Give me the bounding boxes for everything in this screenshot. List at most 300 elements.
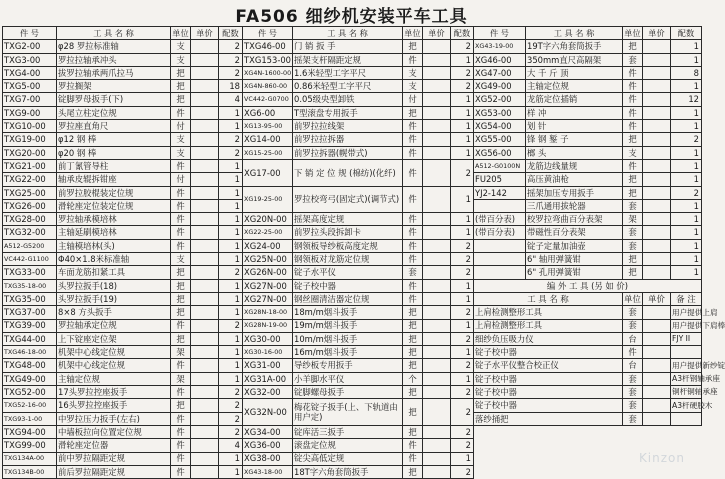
table-row <box>243 332 474 345</box>
item-price <box>423 186 451 213</box>
header-qty: 配数 <box>451 27 474 40</box>
item-name: T型滚盘专用扳手 <box>293 106 403 119</box>
item-qty: 1 <box>671 199 702 212</box>
item-qty: 1 <box>451 120 474 133</box>
item-name: 中墙板拉向位置定位规 <box>57 425 171 438</box>
extra-header-note: 备 注 <box>671 292 702 305</box>
item-code: XG55-00 <box>474 133 526 146</box>
extra-tools-title-row <box>474 279 702 292</box>
extra-item-name: 锭子校中器 <box>474 386 623 399</box>
item-qty: 2 <box>451 253 474 266</box>
item-name: 小羊脚水平仪 <box>293 372 403 385</box>
table-row <box>243 372 474 385</box>
item-name: 罗拉轴承定位规 <box>57 319 171 332</box>
item-name: 10m/m烟斗扳手 <box>293 332 403 345</box>
item-unit: 件 <box>403 133 423 146</box>
item-unit: 件 <box>623 80 643 93</box>
item-unit: 把 <box>403 332 423 345</box>
item-name: 锭脚螺母扳手 <box>293 386 403 399</box>
item-unit: 套 <box>623 239 643 252</box>
item-code: XG4N-860-00 <box>243 80 293 93</box>
item-price <box>423 213 451 226</box>
item-unit: 把 <box>403 399 423 426</box>
item-name: 头罗拉扳手(19) <box>57 292 171 305</box>
item-code: TXG37-00 <box>3 306 57 319</box>
extra-item-unit: 套 <box>623 399 643 412</box>
item-price <box>643 66 671 79</box>
item-unit: 件 <box>403 213 423 226</box>
extra-item-price <box>643 319 671 332</box>
item-price <box>423 120 451 133</box>
table-row <box>3 319 243 332</box>
table-row <box>3 253 243 266</box>
item-unit: 件 <box>171 199 191 212</box>
header-price: 单价 <box>423 27 451 40</box>
table-row <box>474 199 702 212</box>
item-name: 罗拉校弯弓(固定式)(调节式) <box>293 186 403 213</box>
item-name: φ28 罗拉标准轴 <box>57 40 171 53</box>
extra-item-note: 铜杆铜轴承座 <box>671 386 702 399</box>
item-price <box>191 319 219 332</box>
extra-header-unit: 单位 <box>624 293 641 304</box>
item-code: A512-G0100N <box>474 159 526 172</box>
item-qty: 1 <box>451 106 474 119</box>
extra-item-unit: 套 <box>623 306 643 319</box>
item-name: 大 千 斤 顶 <box>526 66 623 79</box>
item-code: XG28N-19-00 <box>243 319 293 332</box>
item-qty: 2 <box>219 40 243 53</box>
table-row <box>3 173 243 186</box>
item-name: 19m/m烟斗扳手 <box>293 319 403 332</box>
item-name: 前中罗拉隔距定规 <box>57 452 171 465</box>
item-unit: 件 <box>171 319 191 332</box>
item-qty: 1 <box>671 106 702 119</box>
item-name: 机架中心线定位规 <box>57 346 171 359</box>
item-qty: 1 <box>671 53 702 66</box>
item-code: XG19-25-00 <box>243 186 293 213</box>
item-price <box>423 106 451 119</box>
item-price <box>423 266 451 279</box>
extra-item-price <box>643 372 671 385</box>
item-qty: 1 <box>451 133 474 146</box>
item-code: TXG19-00 <box>3 133 57 146</box>
extra-item-unit: 台 <box>623 332 643 345</box>
table-row <box>243 359 474 372</box>
item-price <box>191 359 219 372</box>
item-name: 前后罗拉隔距定规 <box>57 465 171 478</box>
item-code: TXG35-18-00 <box>3 279 57 292</box>
item-price <box>191 213 219 226</box>
item-unit: 把 <box>403 40 423 53</box>
item-name: 6" 孔用弹簧钳 <box>526 266 623 279</box>
item-name: 上下锭座定位架 <box>57 332 171 345</box>
item-qty: 2 <box>219 146 243 159</box>
extra-item-name: 锭子水平仪整合校正仪 <box>474 359 623 372</box>
table-row <box>243 306 474 319</box>
item-code: XG13-95-00 <box>243 120 293 133</box>
item-name: 导纱板专用扳手 <box>293 359 403 372</box>
item-name: 16m/m烟斗扳手 <box>293 346 403 359</box>
item-code: TXG35-00 <box>3 292 57 305</box>
table-header-row <box>243 27 474 40</box>
item-qty: 1 <box>671 80 702 93</box>
item-name: 头尾立柱定位规 <box>57 106 171 119</box>
item-qty: 1 <box>451 319 474 332</box>
item-price <box>423 292 451 305</box>
table-row <box>3 40 243 53</box>
item-unit: 件 <box>171 213 191 226</box>
item-qty: 1 <box>671 226 702 239</box>
extra-item-name: 锭子校中器 <box>474 399 623 412</box>
item-price <box>191 266 219 279</box>
item-qty: 2 <box>451 332 474 345</box>
item-price <box>191 292 219 305</box>
extra-item-unit: 件 <box>623 346 643 359</box>
item-name: 0.05级央型卸铁 <box>293 93 403 106</box>
item-qty: 1 <box>451 452 474 465</box>
header-name: 工 具 名 称 <box>526 27 623 40</box>
item-price <box>423 80 451 93</box>
item-qty: 1 <box>451 213 474 226</box>
item-name: 钢领板导纱板高度定规 <box>293 239 403 252</box>
item-price <box>423 133 451 146</box>
item-price <box>643 186 671 199</box>
item-unit: 支 <box>171 40 191 53</box>
item-code: XG36-00 <box>243 439 293 452</box>
item-price <box>423 306 451 319</box>
item-name: 摇架加压专用扳手 <box>526 186 623 199</box>
item-code: XG49-00 <box>474 80 526 93</box>
tool-table-right <box>473 26 725 426</box>
extra-tool-row <box>474 332 702 345</box>
item-name: 锭子校中器 <box>293 279 403 292</box>
item-code: TXG39-00 <box>3 319 57 332</box>
item-unit: 把 <box>623 253 643 266</box>
item-price <box>191 439 219 452</box>
table-row <box>243 80 474 93</box>
item-code: XG30-16-00 <box>243 346 293 359</box>
item-code: XG32-00 <box>243 386 293 399</box>
item-price <box>191 372 219 385</box>
extra-item-name: 锭子校中器 <box>474 346 623 359</box>
item-code: TXG52-00 <box>3 386 57 399</box>
extra-item-price <box>643 346 671 359</box>
item-unit: 件 <box>403 226 423 239</box>
item-name: 前罗拉拉线架 <box>293 120 403 133</box>
item-unit: 件 <box>403 186 423 213</box>
item-price <box>191 306 219 319</box>
table-row <box>243 292 474 305</box>
item-name: 高压黄油枪 <box>526 173 623 186</box>
extra-tool-row <box>474 359 702 372</box>
item-code: TXG7-00 <box>3 93 57 106</box>
item-unit: 件 <box>403 239 423 252</box>
item-unit: 支 <box>171 53 191 66</box>
item-qty: 1 <box>671 159 702 172</box>
item-price <box>643 120 671 133</box>
item-name: 拔罗拉轴承两爪拉马 <box>57 66 171 79</box>
table-row <box>243 452 474 465</box>
item-name: 锋 钢 錾 子 <box>526 133 623 146</box>
item-price <box>191 386 219 399</box>
table-row <box>3 306 243 319</box>
item-qty: 2 <box>451 399 474 426</box>
item-name: 前罗拉头段拆卸卡 <box>293 226 403 239</box>
item-price <box>191 106 219 119</box>
item-name: 锭库活三扳手 <box>293 425 403 438</box>
item-qty: 2 <box>219 425 243 438</box>
item-price <box>423 386 451 399</box>
item-qty: 2 <box>219 133 243 146</box>
item-qty: 1 <box>219 372 243 385</box>
item-qty: 2 <box>451 306 474 319</box>
item-name: 锭子定量加油壶 <box>526 239 623 252</box>
item-unit: 个 <box>403 372 423 385</box>
item-unit: 套 <box>623 199 643 212</box>
item-qty: 2 <box>451 386 474 399</box>
item-code: TXG94-00 <box>3 425 57 438</box>
item-name: 龙筋边线量规 <box>526 159 623 172</box>
item-unit: 件 <box>403 120 423 133</box>
item-name: 19T字六角套筒扳手 <box>526 40 623 53</box>
table-row <box>243 319 474 332</box>
item-price <box>423 319 451 332</box>
item-name: 锭脚罗母扳手(下) <box>57 93 171 106</box>
item-unit: 把 <box>623 266 643 279</box>
item-qty: 1 <box>219 306 243 319</box>
tool-table-middle <box>242 26 474 479</box>
item-code: TXG134B-00 <box>3 465 57 478</box>
item-unit: 把 <box>403 346 423 359</box>
item-name: 样 冲 <box>526 106 623 119</box>
item-unit: 架 <box>623 213 643 226</box>
item-name: 轴承皮辊拆钳座 <box>57 173 171 186</box>
item-qty: 1 <box>671 40 702 53</box>
item-code: TXG46-18-00 <box>3 346 57 359</box>
table-row <box>3 226 243 239</box>
table-row <box>3 452 243 465</box>
table-row <box>3 213 243 226</box>
item-code: TXG20-00 <box>3 146 57 159</box>
item-price <box>643 199 671 212</box>
item-unit: 把 <box>171 332 191 345</box>
item-name: 罗拉轴承模培林 <box>57 213 171 226</box>
item-unit: 件 <box>171 439 191 452</box>
item-qty: 2 <box>451 465 474 478</box>
table-row <box>474 40 702 53</box>
item-code: XG47-00 <box>474 66 526 79</box>
extra-item-note <box>671 412 702 425</box>
item-unit: 把 <box>171 66 191 79</box>
item-code: XG26N-00 <box>243 266 293 279</box>
item-code: TXG153-00 <box>244 54 292 65</box>
table-row <box>243 53 474 66</box>
item-name: 校罗拉弯曲百分表架 <box>526 213 623 226</box>
item-name: 前罗拉胶棍装定位规 <box>57 186 171 199</box>
item-qty: 1 <box>451 292 474 305</box>
item-unit: 件 <box>171 359 191 372</box>
item-code: XG30-00 <box>243 332 293 345</box>
table-row <box>243 40 474 53</box>
extra-item-price <box>643 412 671 425</box>
table-row <box>3 292 243 305</box>
item-name: 罗拉拉轴承冲头 <box>57 53 171 66</box>
item-unit: 把 <box>623 133 643 146</box>
item-qty: 1 <box>451 346 474 359</box>
table-row <box>243 399 474 426</box>
item-price <box>191 159 219 172</box>
item-unit: 把 <box>403 359 423 372</box>
item-price <box>643 253 671 266</box>
item-name: 锭子水平仪 <box>293 266 403 279</box>
item-price <box>643 239 671 252</box>
header-code: 件 号 <box>243 27 293 40</box>
item-price <box>643 226 671 239</box>
item-code: XG27N-00 <box>243 292 293 305</box>
item-name: 划 针 <box>526 120 623 133</box>
item-name: 摇架高度定规 <box>293 213 403 226</box>
item-qty: 1 <box>219 213 243 226</box>
item-price <box>191 279 219 292</box>
item-qty: 1 <box>219 239 243 252</box>
header-price: 单价 <box>643 27 671 40</box>
table-row <box>3 239 243 252</box>
tool-table-left <box>2 26 243 479</box>
extra-tools-title: 编 外 工 具 (另 如 价) <box>474 279 702 292</box>
table-row <box>3 465 243 478</box>
item-code: XG31A-00 <box>243 372 293 385</box>
item-unit: 把 <box>403 106 423 119</box>
table-row <box>3 80 243 93</box>
item-code: XG14-00 <box>243 133 293 146</box>
table-row <box>243 266 474 279</box>
table-row <box>3 279 243 292</box>
item-unit: 件 <box>403 253 423 266</box>
item-price <box>423 226 451 239</box>
item-price <box>423 452 451 465</box>
item-qty: 1 <box>219 106 243 119</box>
extra-item-price <box>643 332 671 345</box>
item-name: 钢领板对龙筋定位规 <box>293 253 403 266</box>
item-unit: 把 <box>403 465 423 478</box>
item-name: 罗拉座直角尺 <box>57 120 171 133</box>
item-name: 6" 轴用弹簧钳 <box>526 253 623 266</box>
item-name: 18T字六角套筒扳手 <box>293 465 403 478</box>
item-qty: 1 <box>671 266 702 279</box>
table-row <box>474 239 702 252</box>
extra-item-unit: 套 <box>623 386 643 399</box>
table-row <box>474 226 702 239</box>
item-code: XG24-00 <box>243 239 293 252</box>
item-code: TXG99-00 <box>3 439 57 452</box>
page-title: FA506 细纱机安装平车工具 <box>235 7 468 27</box>
item-unit: 把 <box>171 399 191 412</box>
item-code <box>474 239 526 252</box>
item-price <box>423 359 451 372</box>
table-row <box>474 106 702 119</box>
table-row <box>474 186 702 199</box>
item-unit: 件 <box>171 106 191 119</box>
item-name: 前罗拉拆器(幌带式) <box>293 146 403 159</box>
item-unit: 件 <box>403 439 423 452</box>
item-name: 摇架支杆隔距定规 <box>293 53 403 66</box>
item-qty: 1 <box>451 93 474 106</box>
item-unit: 把 <box>403 319 423 332</box>
item-qty: 1 <box>451 186 474 213</box>
item-qty: 1 <box>219 292 243 305</box>
item-qty: 1 <box>671 120 702 133</box>
item-unit: 把 <box>403 425 423 438</box>
item-name: 主轴定位规 <box>526 80 623 93</box>
item-unit: 付 <box>403 93 423 106</box>
item-price <box>423 253 451 266</box>
table-row <box>3 359 243 372</box>
item-price <box>643 213 671 226</box>
header-qty: 配数 <box>671 27 702 40</box>
item-price <box>423 66 451 79</box>
item-price <box>191 199 219 212</box>
item-code: TXG22-00 <box>3 173 57 186</box>
item-name: 中罗拉压力扳手(左右) <box>57 412 171 425</box>
header-code: 件 号 <box>3 27 57 40</box>
item-price <box>423 332 451 345</box>
item-unit: 支 <box>403 80 423 93</box>
table-row <box>3 425 243 438</box>
header-price: 单价 <box>191 27 219 40</box>
item-price <box>191 66 219 79</box>
item-qty: 2 <box>451 359 474 372</box>
item-name: 18m/m烟斗扳手 <box>293 306 403 319</box>
item-price <box>191 253 219 266</box>
item-qty: 2 <box>451 66 474 79</box>
item-name: 1.6米轻型工字平尺 <box>293 66 403 79</box>
item-unit: 件 <box>171 465 191 478</box>
extra-item-note: FJY II <box>671 332 702 345</box>
watermark-logo: Kinzon <box>638 451 685 465</box>
item-qty: 1 <box>219 120 243 133</box>
table-row <box>243 146 474 159</box>
item-qty: 2 <box>219 319 243 332</box>
item-price <box>423 159 451 186</box>
item-name: 罗拉搁架 <box>57 80 171 93</box>
item-price <box>423 93 451 106</box>
table-row <box>3 146 243 159</box>
table-row <box>243 439 474 452</box>
item-price <box>191 80 219 93</box>
item-price <box>191 452 219 465</box>
item-code: XG31-00 <box>243 359 293 372</box>
item-qty: 4 <box>219 93 243 106</box>
item-price <box>191 133 219 146</box>
item-price <box>191 465 219 478</box>
item-code <box>474 266 526 279</box>
table-row <box>3 399 243 412</box>
item-qty: 18 <box>219 80 243 93</box>
item-price <box>643 133 671 146</box>
extra-item-price <box>643 399 671 412</box>
item-name: 机架中心线定位规 <box>57 359 171 372</box>
item-code: XG53-00 <box>474 106 526 119</box>
item-qty: 1 <box>219 173 243 186</box>
item-unit: 把 <box>171 266 191 279</box>
item-qty: 1 <box>451 372 474 385</box>
extra-header-price: 单价 <box>643 292 671 305</box>
item-code: XG32N-00 <box>243 399 293 426</box>
item-price <box>191 146 219 159</box>
item-name: Φ40×1.8米标准轴 <box>57 253 171 266</box>
item-unit: 件 <box>171 159 191 172</box>
item-unit: 架 <box>171 372 191 385</box>
